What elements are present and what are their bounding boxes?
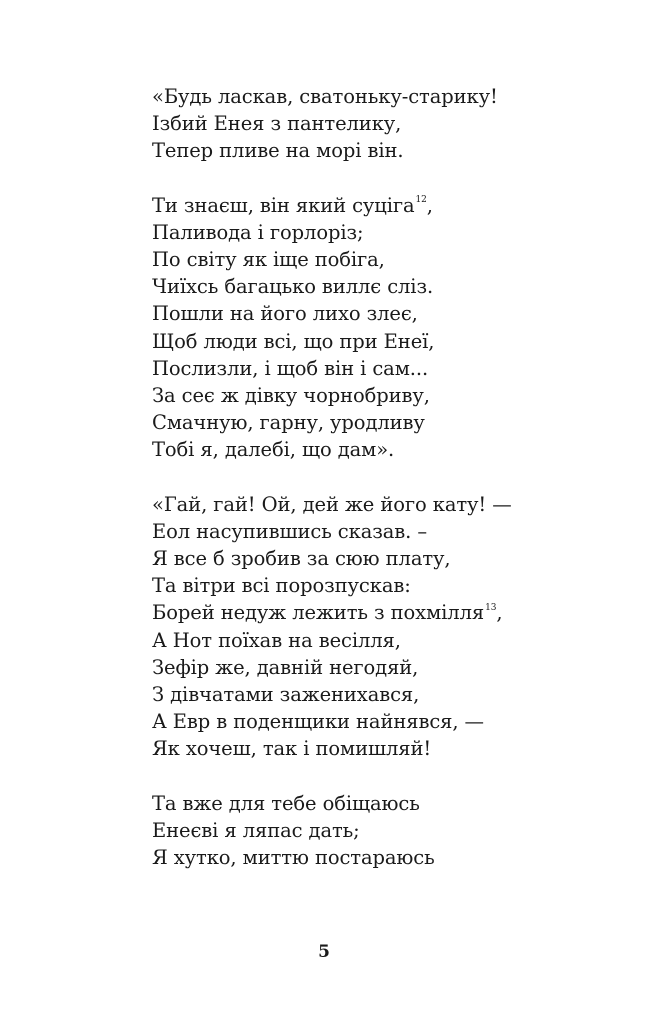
line-punctuation: , — [426, 193, 433, 217]
poem-line — [152, 409, 632, 436]
poem-text — [152, 83, 632, 898]
poem-line — [152, 545, 632, 572]
poem-line — [152, 708, 632, 735]
line-text: Щоб люди всі, що при Енеї, — [152, 329, 435, 353]
line-punctuation: , — [496, 601, 503, 625]
line-text: Зефір же, давній негодяй, — [152, 655, 419, 679]
line-text: А Нот поїхав на весілля, — [152, 628, 401, 652]
poem-line — [152, 273, 632, 300]
line-text: З дівчатами заженихався, — [152, 683, 420, 707]
poem-line — [152, 110, 632, 137]
line-text: Я все б зробив за сюю плату, — [152, 547, 451, 571]
poem-line — [152, 599, 632, 626]
poem-line — [152, 300, 632, 327]
poem-line — [152, 382, 632, 409]
poem-line — [152, 681, 632, 708]
poem-line — [152, 572, 632, 599]
poem-line — [152, 246, 632, 273]
stanza — [152, 83, 632, 165]
line-text: Тепер пливе на морі він. — [152, 139, 404, 163]
line-text: А Евр в поденщики найнявся, — — [152, 710, 484, 734]
poem-line — [152, 518, 632, 545]
line-text: Як хочеш, так і помишляй! — [152, 737, 432, 761]
poem-line — [152, 219, 632, 246]
line-text: Смачную, гарну, уродливу — [152, 411, 425, 435]
line-text: За сеє ж дівку чорнобриву, — [152, 384, 430, 408]
line-text: Чиїхсь багацько виллє сліз. — [152, 275, 434, 299]
line-text: Та вже для тебе обіщаюсь — [152, 791, 420, 815]
poem-line — [152, 491, 632, 518]
poem-line — [152, 436, 632, 463]
poem-line — [152, 192, 632, 219]
poem-line — [152, 654, 632, 681]
stanza — [152, 790, 632, 872]
poem-line — [152, 790, 632, 817]
poem-line — [152, 355, 632, 382]
line-text: По світу як іще побіга, — [152, 248, 385, 272]
line-text: Послизли, і щоб він і сам... — [152, 356, 429, 380]
poem-line — [152, 844, 632, 871]
line-text: Тобі я, далебі, що дам». — [152, 438, 395, 462]
footnote-marker[interactable]: 13 — [485, 602, 497, 613]
poem-line — [152, 137, 632, 164]
stanza — [152, 491, 632, 763]
poem-line — [152, 328, 632, 355]
line-text: «Гай, гай! Ой, дей же його кату! — — [152, 492, 512, 516]
line-text: Пошли на його лихо злеє, — [152, 302, 418, 326]
line-text: Ти знаєш, він який суціга — [152, 193, 415, 217]
page-number: 5 — [318, 942, 330, 962]
line-text: Енеєві я ляпас дать; — [152, 818, 360, 842]
line-text: «Будь ласкав, сватоньку-старику! — [152, 85, 498, 108]
line-text: Паливода і горлоріз; — [152, 220, 364, 244]
stanza — [152, 192, 632, 464]
poem-line — [152, 627, 632, 654]
line-text: Ізбий Енея з пантелику, — [152, 112, 402, 136]
poem-line — [152, 83, 632, 110]
line-text: Та вітри всі порозпускав: — [152, 574, 411, 598]
line-text: Еол насупившись сказав. – — [152, 519, 428, 543]
line-text: Я хутко, миттю постараюсь — [152, 846, 435, 870]
footnote-marker[interactable]: 12 — [415, 195, 427, 206]
poem-line — [152, 735, 632, 762]
line-text: Борей недуж лежить з похмілля — [152, 601, 485, 625]
poem-line — [152, 817, 632, 844]
